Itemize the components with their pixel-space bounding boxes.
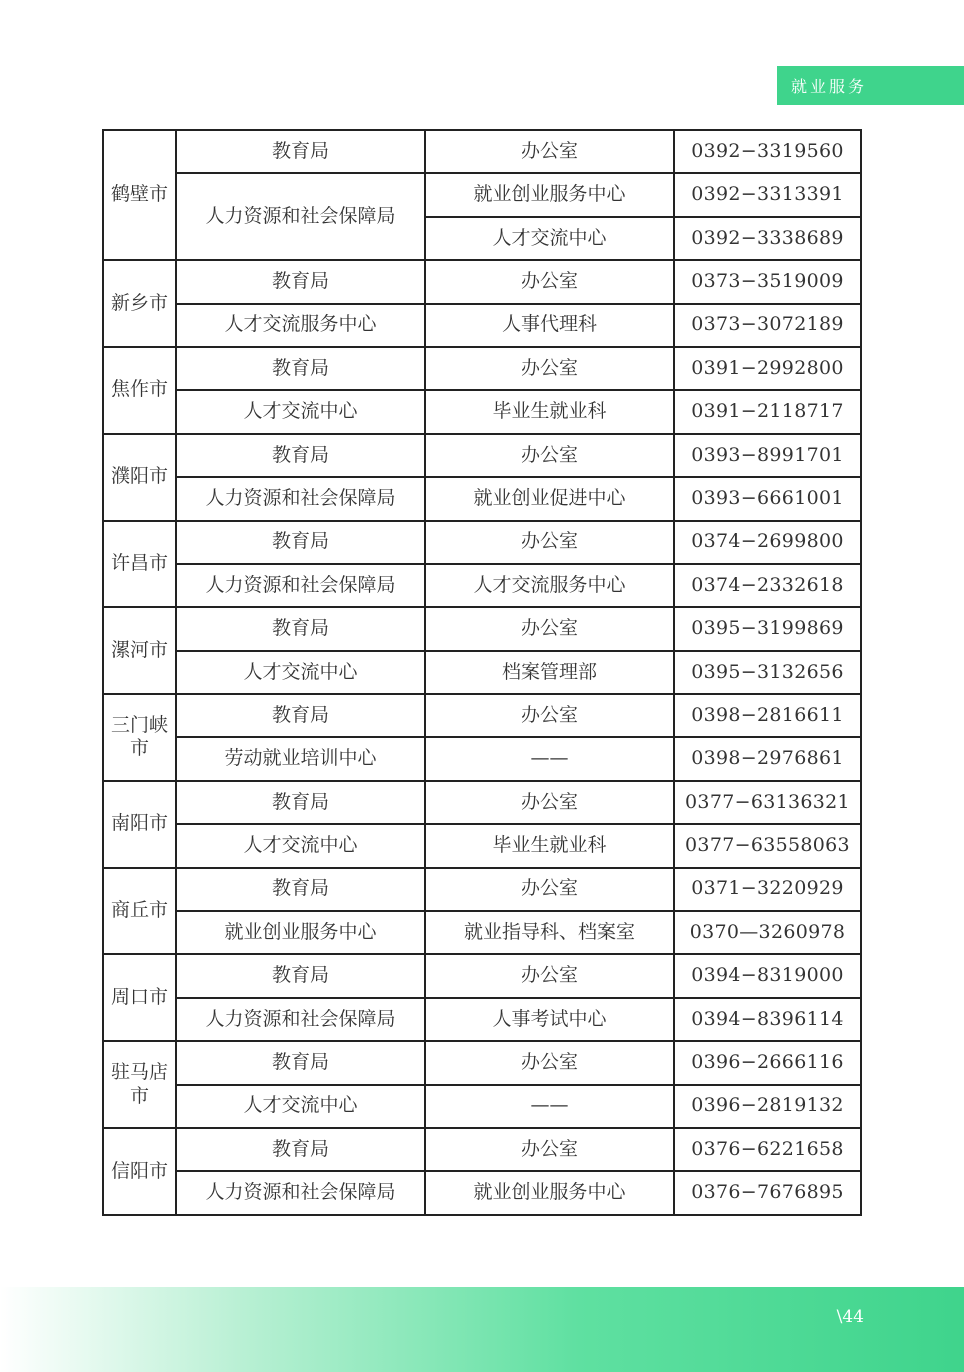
phone-cell: 0373−3519009 <box>674 260 861 303</box>
phone-cell: 0371−3220929 <box>674 868 861 911</box>
dept-cell: 教育局 <box>176 954 425 997</box>
office-cell: 就业创业服务中心 <box>425 173 674 216</box>
phone-cell: 0374−2699800 <box>674 521 861 564</box>
dept-cell: 人才交流中心 <box>176 651 425 694</box>
office-cell: 人事考试中心 <box>425 998 674 1041</box>
city-cell: 周口市 <box>103 954 176 1041</box>
table-row <box>103 911 861 954</box>
office-cell: 就业创业服务中心 <box>425 1171 674 1214</box>
phone-cell: 0391−2118717 <box>674 390 861 433</box>
phone-cell: 0394−8319000 <box>674 954 861 997</box>
office-cell: 就业创业促进中心 <box>425 477 674 520</box>
table-row <box>103 954 861 997</box>
phone-cell: 0392−3338689 <box>674 217 861 260</box>
phone-cell: 0373−3072189 <box>674 304 861 347</box>
office-cell: —— <box>425 737 674 780</box>
phone-cell: 0393−8991701 <box>674 434 861 477</box>
city-cell: 驻马店市 <box>103 1041 176 1128</box>
phone-cell: 0395−3199869 <box>674 607 861 650</box>
office-cell: 办公室 <box>425 347 674 390</box>
table-row <box>103 564 861 607</box>
dept-cell: 人力资源和社会保障局 <box>176 998 425 1041</box>
table-row <box>103 607 861 650</box>
table-row <box>103 477 861 520</box>
dept-cell: 人才交流中心 <box>176 824 425 867</box>
table-row <box>103 868 861 911</box>
phone-cell: 0395−3132656 <box>674 651 861 694</box>
dept-cell: 劳动就业培训中心 <box>176 737 425 780</box>
phone-cell: 0394−8396114 <box>674 998 861 1041</box>
table-row <box>103 651 861 694</box>
dept-cell: 人才交流中心 <box>176 1085 425 1128</box>
dept-cell: 教育局 <box>176 694 425 737</box>
table-row <box>103 781 861 824</box>
city-cell: 濮阳市 <box>103 434 176 521</box>
phone-cell: 0391−2992800 <box>674 347 861 390</box>
phone-cell: 0392−3313391 <box>674 173 861 216</box>
dept-cell: 人才交流服务中心 <box>176 304 425 347</box>
office-cell: —— <box>425 1085 674 1128</box>
office-cell: 办公室 <box>425 868 674 911</box>
phone-cell: 0398−2976861 <box>674 737 861 780</box>
office-cell: 办公室 <box>425 130 674 173</box>
phone-cell: 0377−63558063 <box>674 824 861 867</box>
section-label: 就业服务 <box>777 66 964 105</box>
dept-cell: 教育局 <box>176 1128 425 1171</box>
office-cell: 办公室 <box>425 260 674 303</box>
office-cell: 毕业生就业科 <box>425 390 674 433</box>
office-cell: 就业指导科、档案室 <box>425 911 674 954</box>
office-cell: 办公室 <box>425 521 674 564</box>
phone-cell: 0377−63136321 <box>674 781 861 824</box>
phone-cell: 0396−2819132 <box>674 1085 861 1128</box>
table-row <box>103 434 861 477</box>
office-cell: 办公室 <box>425 1041 674 1084</box>
phone-cell: 0376−7676895 <box>674 1171 861 1214</box>
dept-cell: 人力资源和社会保障局 <box>176 1171 425 1214</box>
office-cell: 办公室 <box>425 1128 674 1171</box>
table-row <box>103 824 861 867</box>
city-cell: 信阳市 <box>103 1128 176 1215</box>
table-row <box>103 1041 861 1084</box>
table-row <box>103 260 861 303</box>
dept-cell: 教育局 <box>176 781 425 824</box>
dept-cell: 教育局 <box>176 868 425 911</box>
phone-cell: 0398−2816611 <box>674 694 861 737</box>
page-number: \44 <box>836 1307 864 1327</box>
dept-cell: 就业创业服务中心 <box>176 911 425 954</box>
table-row <box>103 1171 861 1214</box>
dept-cell: 教育局 <box>176 1041 425 1084</box>
table-row <box>103 521 861 564</box>
office-cell: 办公室 <box>425 954 674 997</box>
table-row <box>103 347 861 390</box>
dept-cell: 人力资源和社会保障局 <box>176 173 425 260</box>
city-cell: 鹤壁市 <box>103 130 176 260</box>
office-cell: 毕业生就业科 <box>425 824 674 867</box>
office-cell: 档案管理部 <box>425 651 674 694</box>
city-cell: 三门峡市 <box>103 694 176 781</box>
phone-cell: 0374−2332618 <box>674 564 861 607</box>
office-cell: 人才交流中心 <box>425 217 674 260</box>
dept-cell: 教育局 <box>176 521 425 564</box>
table-row <box>103 694 861 737</box>
table-row <box>103 998 861 1041</box>
contact-table <box>102 129 862 1216</box>
phone-cell: 0392−3319560 <box>674 130 861 173</box>
phone-cell: 0376−6221658 <box>674 1128 861 1171</box>
phone-cell: 0370—3260978 <box>674 911 861 954</box>
city-cell: 许昌市 <box>103 521 176 608</box>
table-row <box>103 737 861 780</box>
city-cell: 新乡市 <box>103 260 176 347</box>
dept-cell: 人力资源和社会保障局 <box>176 477 425 520</box>
city-cell: 商丘市 <box>103 868 176 955</box>
table-row <box>103 130 861 173</box>
dept-cell: 人力资源和社会保障局 <box>176 564 425 607</box>
office-cell: 人事代理科 <box>425 304 674 347</box>
office-cell: 办公室 <box>425 694 674 737</box>
office-cell: 办公室 <box>425 607 674 650</box>
city-cell: 焦作市 <box>103 347 176 434</box>
table-row <box>103 304 861 347</box>
footer-band <box>0 1287 964 1372</box>
dept-cell: 教育局 <box>176 347 425 390</box>
city-cell: 漯河市 <box>103 607 176 694</box>
city-cell: 南阳市 <box>103 781 176 868</box>
table-row <box>103 1128 861 1171</box>
office-cell: 办公室 <box>425 434 674 477</box>
dept-cell: 教育局 <box>176 607 425 650</box>
dept-cell: 教育局 <box>176 130 425 173</box>
phone-cell: 0393−6661001 <box>674 477 861 520</box>
table-row <box>103 1085 861 1128</box>
office-cell: 办公室 <box>425 781 674 824</box>
table-row <box>103 173 861 216</box>
phone-cell: 0396−2666116 <box>674 1041 861 1084</box>
dept-cell: 教育局 <box>176 260 425 303</box>
dept-cell: 人才交流中心 <box>176 390 425 433</box>
table-row <box>103 390 861 433</box>
office-cell: 人才交流服务中心 <box>425 564 674 607</box>
dept-cell: 教育局 <box>176 434 425 477</box>
